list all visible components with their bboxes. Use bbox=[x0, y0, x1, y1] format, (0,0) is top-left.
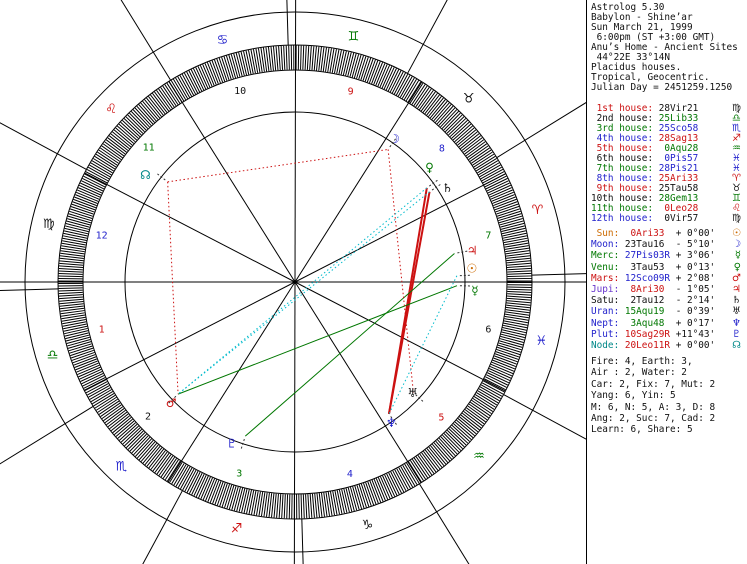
aspect-line bbox=[178, 192, 429, 394]
aspect-line bbox=[178, 188, 427, 394]
house-cusp-line bbox=[295, 82, 422, 282]
zodiac-sign-icon: ♊ bbox=[732, 193, 741, 204]
planet-velocity: + 3°06' bbox=[670, 250, 716, 262]
planet-icon: ♆ bbox=[732, 317, 741, 329]
house-label: 5th house: bbox=[591, 143, 654, 154]
house-number: 5 bbox=[438, 412, 445, 424]
planet-label: Moon: bbox=[591, 239, 620, 251]
planet-row bbox=[591, 273, 741, 284]
planet-row bbox=[591, 318, 741, 329]
pluto-icon: ♇ bbox=[226, 436, 238, 451]
planet-icon: ♄ bbox=[732, 295, 741, 307]
planet-icon: ☿ bbox=[734, 250, 741, 262]
planet-icon: ♃ bbox=[732, 283, 741, 295]
zodiac-sign-icon: ♊ bbox=[347, 29, 360, 45]
house-number: 2 bbox=[145, 411, 152, 423]
house-cusp-line bbox=[295, 0, 296, 282]
planet-velocity: - 2°14' bbox=[670, 295, 716, 307]
sun-icon: ☉ bbox=[466, 261, 478, 276]
stats-line: Ang: 2, Suc: 7, Cad: 2 bbox=[591, 413, 716, 425]
sign-boundary-line bbox=[419, 484, 586, 564]
zodiac-sign-icon: ♌ bbox=[732, 203, 741, 214]
house-number: 10 bbox=[234, 86, 247, 98]
planet-position-value: 2Tau12 bbox=[619, 295, 671, 307]
node-icon: ☊ bbox=[140, 167, 151, 182]
planet-row bbox=[591, 329, 741, 340]
planet-label: Mars: bbox=[591, 272, 620, 284]
planet-velocity: + 0°00' bbox=[670, 228, 716, 239]
mars-icon: ♂ bbox=[165, 395, 177, 410]
house-label: 8th house: bbox=[591, 173, 654, 184]
zodiac-sign-icon: ♈ bbox=[531, 203, 544, 219]
house-cusp-value: 0Aqu28 bbox=[653, 143, 699, 154]
planet-icon: ☉ bbox=[732, 228, 741, 239]
chart-info-line: Julian Day = 2451259.1250 bbox=[591, 82, 733, 93]
planet-icon: ☊ bbox=[732, 339, 741, 351]
chart-info-line: 6:00pm (ST +3:00 GMT) bbox=[591, 32, 716, 43]
house-number: 6 bbox=[485, 324, 492, 336]
zodiac-sign-icon: ♏ bbox=[115, 459, 128, 475]
planet-row bbox=[591, 306, 741, 317]
house-label: 7th house: bbox=[591, 163, 654, 174]
sign-boundary-line bbox=[277, 0, 288, 45]
house-cusp-line bbox=[169, 81, 295, 282]
planet-row bbox=[591, 340, 741, 351]
house-cusp-value: 0Pis57 bbox=[653, 153, 699, 164]
house-label: 3rd house: bbox=[591, 123, 654, 134]
stats-line: Air : 2, Water: 2 bbox=[591, 367, 687, 379]
stats-line: Yang: 6, Yin: 5 bbox=[591, 390, 676, 402]
stats-line: Learn: 6, Share: 5 bbox=[591, 424, 693, 436]
chart-info-line: Anu’s Home - Ancient Sites bbox=[591, 42, 738, 53]
planet-icon: ♇ bbox=[732, 328, 741, 340]
zodiac-sign-icon: ♓ bbox=[535, 333, 547, 349]
planet-icon: ♀ bbox=[733, 261, 741, 273]
sign-boundary-line bbox=[0, 0, 86, 169]
planet-position-value: 23Tau16 bbox=[619, 239, 671, 251]
aspect-line bbox=[388, 149, 413, 392]
house-cusp-value: 28Pis21 bbox=[653, 163, 699, 174]
zodiac-sign-icon: ♈ bbox=[732, 173, 741, 184]
planet-label: Venu: bbox=[591, 261, 620, 273]
zodiac-sign-icon: ♐ bbox=[732, 133, 741, 144]
house-number: 3 bbox=[236, 468, 243, 480]
planet-row bbox=[591, 228, 741, 239]
planet-position-table bbox=[591, 228, 741, 351]
house-number: 11 bbox=[142, 142, 155, 154]
zodiac-sign-icon: ♓ bbox=[732, 163, 741, 174]
sign-boundary-line bbox=[0, 0, 171, 80]
zodiac-sign-icon: ♏ bbox=[732, 123, 741, 134]
planet-position-value: 0Ari33 bbox=[619, 228, 671, 239]
planet-position-value: 10Sag29R bbox=[619, 328, 671, 340]
aspect-line bbox=[389, 192, 430, 414]
house-cusp-value: 25Lib33 bbox=[653, 113, 699, 124]
planet-label: Merc: bbox=[591, 250, 620, 262]
planet-pointer bbox=[241, 437, 245, 448]
chart-info-line: Sun March 21, 1999 bbox=[591, 22, 693, 33]
planet-position-value: 12Sco09R bbox=[619, 272, 671, 284]
house-cusp-value: 28Gem13 bbox=[653, 193, 699, 204]
stats-line: M: 6, N: 5, A: 3, D: 8 bbox=[591, 401, 716, 413]
house-cusp-value: 28Sag13 bbox=[653, 133, 699, 144]
house-cusp-line bbox=[165, 282, 295, 482]
zodiac-sign-icon: ♐ bbox=[230, 521, 243, 537]
house-cusp-line bbox=[294, 282, 295, 564]
sidebar bbox=[588, 0, 747, 564]
saturn-icon: ♄ bbox=[442, 180, 453, 195]
house-label: 12th house: bbox=[591, 213, 654, 224]
venus-icon: ♀ bbox=[425, 160, 434, 175]
sign-boundary-line bbox=[497, 0, 586, 158]
chart-info-line: Babylon - Shine’ar bbox=[591, 12, 693, 23]
house-cusp-value: 25Tau58 bbox=[653, 183, 699, 194]
house-label: 2nd house: bbox=[591, 113, 654, 124]
house-number: 9 bbox=[347, 86, 354, 98]
zodiac-sign-icon: ♍ bbox=[732, 213, 741, 224]
moon-icon: ☽ bbox=[389, 131, 400, 146]
house-row bbox=[591, 214, 741, 224]
zodiac-sign-icon: ♒ bbox=[732, 143, 741, 154]
aspect-line bbox=[168, 149, 388, 181]
planet-position-value: 20Leo11R bbox=[619, 339, 671, 351]
sign-boundary-line bbox=[1, 491, 183, 564]
house-cusp-value: 25Sco58 bbox=[653, 123, 699, 134]
planet-label: Node: bbox=[591, 339, 620, 351]
chart-info-header bbox=[591, 3, 741, 93]
planet-label: Plut: bbox=[591, 328, 620, 340]
house-cusp-value: 0Leo28 bbox=[653, 203, 699, 214]
planet-position-value: 27Pis03R bbox=[619, 250, 671, 262]
zodiac-sign-icon: ♓ bbox=[732, 153, 741, 164]
aspect-line bbox=[178, 286, 457, 394]
zodiac-sign-icon: ♉ bbox=[732, 183, 741, 194]
uranus-icon: ♅ bbox=[407, 386, 418, 401]
house-label: 6th house: bbox=[591, 153, 654, 164]
sign-boundary-line bbox=[532, 264, 586, 275]
planet-label: Uran: bbox=[591, 306, 620, 318]
zodiac-sign-icon: ♍ bbox=[43, 217, 55, 233]
chart-info-line: Tropical, Geocentric. bbox=[591, 72, 710, 83]
planet-row bbox=[591, 250, 741, 261]
jupiter-icon: ♃ bbox=[466, 243, 478, 258]
chart-info-line: Placidus houses. bbox=[591, 62, 682, 73]
sign-boundary-line bbox=[302, 519, 313, 564]
planet-pointer bbox=[455, 251, 467, 253]
zodiac-sign-icon: ♉ bbox=[462, 91, 475, 107]
house-label: 11th house: bbox=[591, 203, 654, 214]
sign-boundary-line bbox=[504, 395, 586, 564]
house-cusp-value: 25Ari33 bbox=[653, 173, 699, 184]
planet-icon: ♂ bbox=[732, 272, 741, 284]
planet-icon: ♅ bbox=[732, 306, 741, 318]
zodiac-sign-icon: ♋ bbox=[216, 33, 229, 49]
house-number: 7 bbox=[485, 230, 492, 242]
stats-line: Car: 2, Fix: 7, Mut: 2 bbox=[591, 378, 716, 390]
house-number: 4 bbox=[346, 468, 353, 480]
zodiac-sign-icon: ♎ bbox=[46, 348, 59, 364]
element-mode-stats bbox=[591, 356, 741, 436]
house-cusp-value: 0Vir57 bbox=[653, 213, 699, 224]
house-label: 4th house: bbox=[591, 133, 654, 144]
mercury-icon: ☿ bbox=[471, 283, 479, 298]
sign-boundary-line bbox=[408, 0, 586, 73]
sidebar-divider bbox=[586, 0, 587, 564]
planet-icon: ☽ bbox=[732, 239, 741, 251]
neptune-icon: ♆ bbox=[386, 415, 397, 430]
planet-velocity: + 2°08' bbox=[670, 272, 716, 284]
house-label: 9th house: bbox=[591, 183, 654, 194]
planet-velocity: +11°43' bbox=[670, 328, 716, 340]
planet-velocity: + 0°13' bbox=[670, 261, 716, 273]
house-cusp-line bbox=[295, 282, 421, 483]
house-cusp-table bbox=[591, 104, 741, 224]
house-cusp-value: 28Vir21 bbox=[653, 103, 699, 114]
planet-velocity: + 0°17' bbox=[670, 317, 716, 329]
house-number: 12 bbox=[95, 230, 108, 242]
planet-position-value: 15Aqu19 bbox=[619, 306, 671, 318]
planet-position-value: 3Aqu48 bbox=[619, 317, 671, 329]
planet-label: Sun: bbox=[591, 228, 620, 239]
house-number: 8 bbox=[438, 143, 445, 155]
sign-boundary-line bbox=[0, 289, 58, 300]
house-cusp-line bbox=[84, 282, 295, 390]
aspect-line bbox=[168, 182, 178, 394]
stats-line: Fire: 4, Earth: 3, bbox=[591, 356, 693, 367]
zodiac-sign-icon: ♒ bbox=[473, 449, 485, 465]
planet-label: Jupi: bbox=[591, 283, 620, 295]
planet-label: Satu: bbox=[591, 295, 620, 307]
planet-row bbox=[591, 284, 741, 295]
planet-row bbox=[591, 295, 741, 306]
house-label: 1st house: bbox=[591, 103, 654, 114]
house-cusp-line bbox=[85, 173, 295, 282]
zodiac-sign-icon: ♌ bbox=[105, 101, 117, 117]
sign-boundary-line bbox=[0, 406, 93, 564]
planet-row bbox=[591, 262, 741, 273]
planet-velocity: - 5°10' bbox=[670, 239, 716, 251]
planet-label: Nept: bbox=[591, 317, 620, 329]
chart-info-line: 44°22E 33°14N bbox=[591, 52, 671, 63]
planet-velocity: - 1°05' bbox=[670, 283, 716, 295]
zodiac-sign-icon: ♑ bbox=[361, 517, 374, 533]
planet-row bbox=[591, 239, 741, 250]
house-number: 1 bbox=[98, 324, 105, 336]
planet-velocity: - 0°39' bbox=[670, 306, 716, 318]
planet-position-value: 3Tau53 bbox=[619, 261, 671, 273]
zodiac-sign-icon: ♎ bbox=[732, 113, 741, 124]
house-label: 10th house: bbox=[591, 193, 654, 204]
zodiac-sign-icon: ♍ bbox=[732, 103, 741, 114]
chart-info-line: Astrolog 5.30 bbox=[591, 2, 665, 13]
planet-velocity: + 0°00' bbox=[670, 339, 716, 351]
planet-position-value: 8Ari30 bbox=[619, 283, 671, 295]
